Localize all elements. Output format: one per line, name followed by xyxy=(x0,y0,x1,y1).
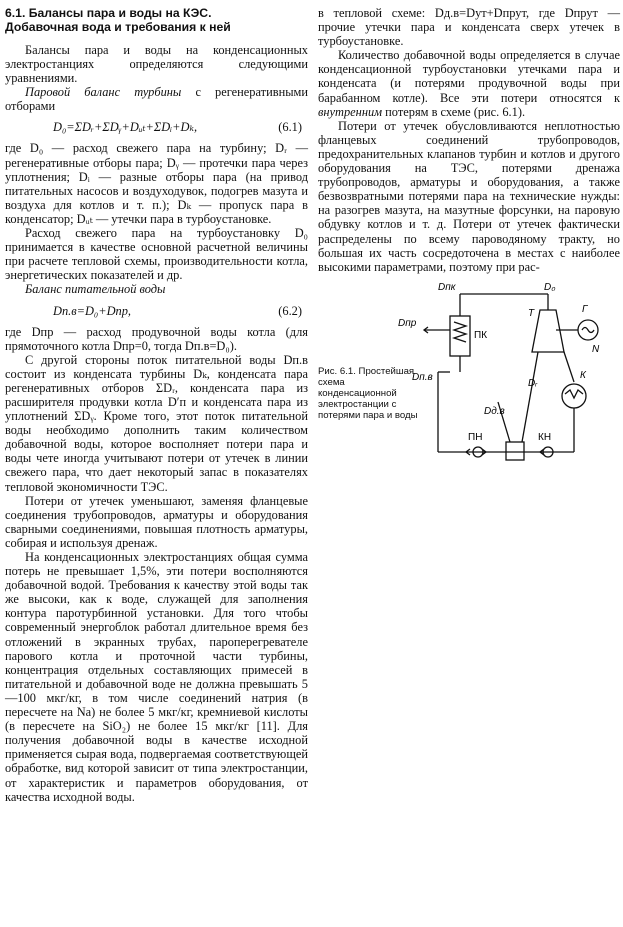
label-dpr: Dпр xyxy=(398,317,417,329)
label-kn: КН xyxy=(538,431,552,443)
turbine-shape xyxy=(532,310,564,352)
label-pk: ПК xyxy=(474,329,488,341)
paragraph-notation: где D₀ — расход свежего пара на турбину; Dᵣ — регенеративные отборы пара; Dᵧ — протечки пара через уплотнения; Dᵢ — разные отборы пара (на привод питательных насосов и воздуходувок, подогрев мазута и воздуха для котлов и т. п.); Dₖ — пропуск пара в конденсатор; Dᵤₜ — утечки пара в турбоустановке. xyxy=(5,141,308,226)
deaerator-box xyxy=(506,442,524,460)
paragraph-leak-causes: Потери от утечек обусловливаются неплотностью фланцевых соединений трубопроводов, предохранительных клапанов турбин и котлов и другого оборудования на ТЭС, потерями дренажа трубопроводов, арматуры и оборудования, а также безвозвратными потерями пара на технические нужды: на разогрев мазута, на мазутные форсунки, на паровую обдувку котлов и т. д. Потери от утечек фактически распределены по всему пароводяному тракту, но большая их часть сосредоточена в местах с наиболее высокими параметрами, поэтому при рас- xyxy=(318,118,620,274)
feedwater-balance-term: Баланс питательной воды xyxy=(25,282,166,297)
paragraph-water-quality: На конденсационных электростанциях общая сумма потерь не превышает 1,5%, эти потери восполняются добавочной водой. Требования к качеству этой воды так же высоки, как к воде, служащей для заполнения контура паротурбинной установки. Для того чтобы современный энергоблок работал длительное время без отложений в экранных трубах, пароперегревателе парового котла и проточной части турбины, концентрация отдельных составляющих примесей в питательной и добавочной воде не должна превышать 5—100 мкг/кг, в том числе соединений натрия (в пересчете на Na) не более 5 мкг/кг, кремниевой кислоты (в пересчете на SiO₂) не более 15 мкг/кг [11]. Для получения добавочной воды в качестве исходной применяется сырая вода, подвергаемая соответствующей обработке, вид которой зависит от типа электростанции, от характеристик и параметров оборудования, от качества исходной воды. xyxy=(5,550,308,804)
label-dr: Dᵣ xyxy=(528,377,538,389)
figure-caption: Рис. 6.1. Простейшая схема конденсационной электростанции с потерями пара и воды xyxy=(318,365,418,421)
heading-line-2: Добавочная вода и требования к ней xyxy=(5,20,231,34)
label-ddv: Dд.в xyxy=(484,405,505,417)
label-dpv: Dп.в xyxy=(412,371,433,383)
equation-6-2-number: (6.2) xyxy=(278,303,302,318)
label-t: Т xyxy=(528,307,535,319)
label-dpk: Dпк xyxy=(438,281,456,293)
label-k: К xyxy=(580,369,586,381)
superheater-zigzag xyxy=(454,322,466,342)
paragraph-feedwater-title xyxy=(5,282,308,296)
makeup-text-a: Количество добавочной воды определяется в случае конденсационной турбоустановки утечками пара и конденсата (и потерями продувочной воды при барабанном котле). Все эти потери относятся к xyxy=(318,48,620,105)
condenser-circle xyxy=(562,384,586,408)
equation-6-1-number: (6.1) xyxy=(278,120,302,135)
paragraph-blowdown: где Dпр — расход продувочной воды котла (для прямоточного котла Dпр=0, тогда Dп.в=D₀). xyxy=(5,324,308,353)
figure-6-1 xyxy=(318,282,620,482)
paragraph-makeup-quantity xyxy=(318,48,620,118)
heading-line-1: 6.1. Балансы пара и воды на КЭС. xyxy=(5,6,212,20)
right-column xyxy=(318,6,620,482)
power-plant-schematic xyxy=(398,282,608,482)
paragraph-fresh-steam: Расход свежего пара на турбоустановку D₀ принимается в качестве основной расчетной величины при расчете тепловой схемы, производительности котла, энергетических показателей и др. xyxy=(5,226,308,283)
paragraph-intro: Балансы пара и воды на конденсационных электростанциях определяются следующими уравнениями. xyxy=(5,43,308,86)
paragraph-leak-reduction: Потери от утечек уменьшают, заменяя фланцевые соединения трубопроводов, арматуры и оборудования сварными соединениями, повышая плотность арматуры, собирая и используя дренаж. xyxy=(5,493,308,550)
equation-6-1 xyxy=(5,116,308,138)
makeup-text-b: потерям в схеме (рис. 6.1). xyxy=(382,104,526,119)
steam-balance-term: Паровой баланс турбины xyxy=(25,85,182,100)
label-d0: D₀ xyxy=(544,281,556,293)
equation-6-2-formula: Dп.в=D₀+Dпр, xyxy=(53,303,132,318)
section-heading xyxy=(5,6,308,34)
paragraph-continuation: в тепловой схеме: Dд.в=Dут+Dпрут, где Dпрут — прочие утечки пара и конденсата сверх утечек в турбоустановке. xyxy=(318,6,620,49)
steam-balance-rest: с регенеративными отборами xyxy=(5,85,308,114)
equation-6-2 xyxy=(5,300,308,322)
internal-losses-term: внутренним xyxy=(318,104,383,119)
paragraph-steam-balance xyxy=(5,85,308,113)
paragraph-feedwater-flow: С другой стороны поток питательной воды Dп.в состоит из конденсата турбины Dₖ, конденсата пара регенеративных отборов ΣDᵣ, конденсата пара из расширителя продувки котла D′п и конденсата пара из уплотнений ΣDᵧ. Кроме того, этот поток питательной воды необходимо дополнить таким количеством добавочной воды, которое восполняет потери пара и воды чете иногда учитывают потери от утечек в линии свежего пара, что дает некоторый запас в показателях тепловой экономичности ТЭС. xyxy=(5,352,308,494)
left-column xyxy=(5,6,308,804)
label-n: N xyxy=(592,343,600,355)
equation-6-1-formula: D₀=ΣDᵣ+ΣDᵧ+Dᵤₜ+ΣDᵢ+Dₖ, xyxy=(53,120,198,135)
label-g: Г xyxy=(582,303,588,315)
label-pn: ПН xyxy=(468,431,483,443)
